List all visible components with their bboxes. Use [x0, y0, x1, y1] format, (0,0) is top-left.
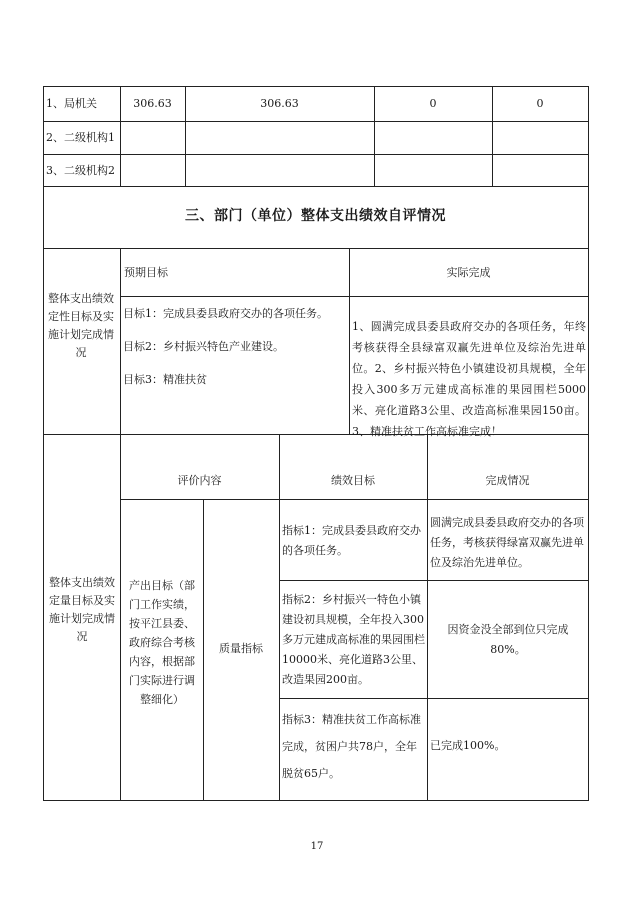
rule: [43, 86, 44, 801]
qualitative-label: 整体支出绩效定性目标及实施计划完成情况: [48, 292, 114, 359]
quality-indicator-label: 质量指标: [219, 642, 263, 655]
rule: [279, 698, 588, 699]
rule: [279, 580, 588, 581]
budget-cell: 0: [429, 97, 437, 110]
eval-header: 评价内容: [177, 474, 222, 487]
rule: [43, 186, 588, 187]
rule: [43, 121, 588, 122]
expected-target: 目标2：乡村振兴特色产业建设。: [123, 340, 284, 353]
rule: [279, 434, 280, 801]
rule: [588, 86, 589, 801]
indicator-result: 圆满完成县委县政府交办的各项任务，考核获得绿富双赢先进单位及综治先进单位。: [430, 516, 584, 569]
rule: [120, 434, 121, 801]
output-target-label: 产出目标（部门工作实绩，按平江县委、政府综合考核内容，根据部门实际进行调整细化）: [129, 579, 195, 706]
section-title: 三、部门（单位）整体支出绩效自评情况: [185, 208, 446, 224]
rule: [43, 86, 588, 87]
rule: [120, 296, 588, 297]
rule: [120, 499, 588, 500]
budget-row-label: 3、二级机构2: [46, 164, 115, 177]
rule: [43, 154, 588, 155]
budget-row-label: 1、局机关: [46, 97, 97, 110]
expected-target: 目标1：完成县委县政府交办的各项任务。: [123, 307, 328, 320]
quantitative-label: 整体支出绩效定量目标及实施计划完成情况: [49, 576, 115, 643]
rule: [120, 248, 121, 435]
indicator-goal: 指标2：乡村振兴一特色小镇建设初具规模，全年投入300多万元建成高标准的果园围栏10000米、亮化道路3公里、改造果园200亩。: [282, 593, 425, 686]
budget-cell: 0: [536, 97, 544, 110]
rule: [43, 248, 588, 249]
done-header: 完成情况: [485, 474, 530, 487]
rule: [427, 434, 428, 801]
indicator-goal: 指标1：完成县委县政府交办的各项任务。: [282, 524, 421, 557]
goal-header: 绩效目标: [331, 474, 375, 487]
budget-cell: 306.63: [260, 97, 299, 110]
rule: [43, 800, 588, 801]
actual-header: 实际完成: [446, 266, 491, 279]
indicator-result: 已完成100%。: [430, 739, 506, 752]
page-number: 17: [310, 841, 324, 852]
indicator-goal: 指标3：精准扶贫工作高标准完成，贫困户共78户，全年脱贫65户。: [282, 713, 421, 780]
budget-row-label: 2、二级机构1: [46, 131, 115, 144]
expected-target: 目标3：精准扶贫: [123, 373, 207, 386]
expected-header: 预期目标: [124, 266, 168, 279]
budget-cell: 306.63: [133, 97, 172, 110]
indicator-result: 因资金没全部到位只完成80%。: [447, 623, 569, 656]
actual-result: 1、圆满完成县委县政府交办的各项任务，年终考核获得全县绿富双赢先进单位及综治先进单位。2、乡村振兴特色小镇建设初具规模，全年投入300多万元建成高标准的果园围栏5000米、亮化道路3公里、改造高标准果园150亩。3、精准扶贫工作高标准完成！: [352, 320, 586, 438]
